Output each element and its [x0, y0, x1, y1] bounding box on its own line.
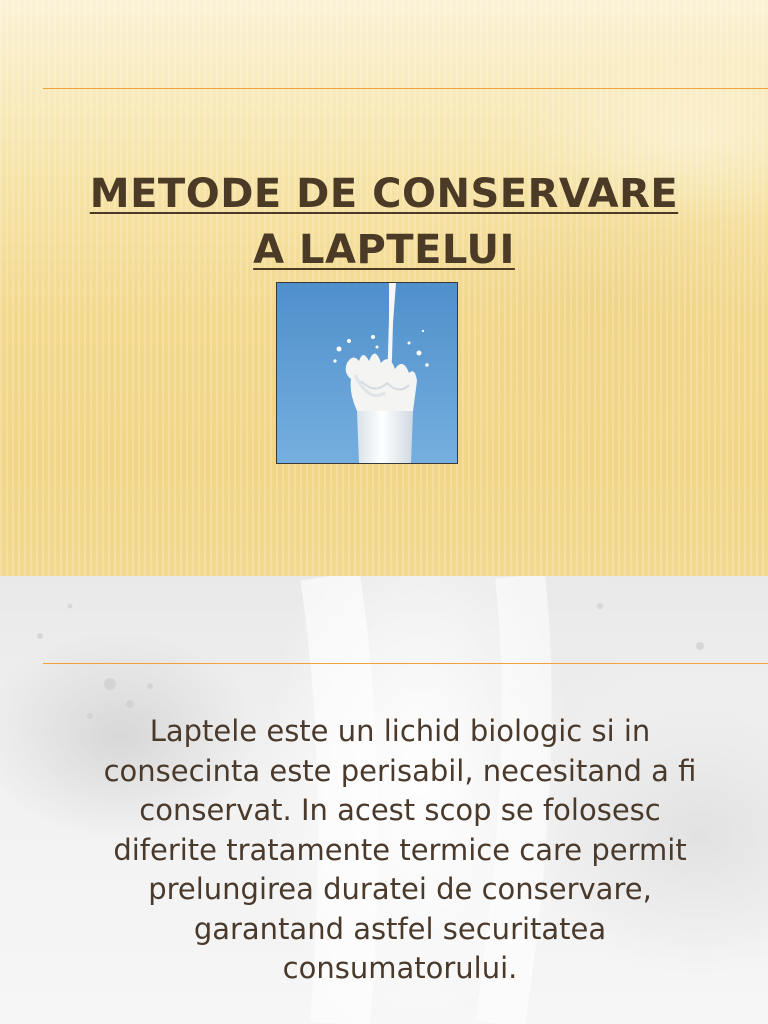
milk-splash-icon [277, 283, 457, 463]
paragraph-line: prelungirea duratei de conservare, [148, 872, 652, 906]
title-line-2: A LAPTELUI [253, 227, 515, 273]
slide-content [0, 576, 768, 1024]
paragraph-line: consumatorului. [282, 951, 518, 985]
paragraph-line: conservat. In acest scop se folosesc [139, 793, 661, 827]
paragraph-line: Laptele este un lichid biologic si in [149, 714, 651, 748]
accent-rule [43, 663, 768, 664]
title-line-1: METODE DE CONSERVARE [89, 171, 679, 217]
paragraph-line: consecinta este perisabil, necesitand a fi [103, 753, 697, 788]
milk-glass-photo [276, 282, 458, 464]
accent-rule [43, 88, 768, 89]
slide-title-heading [40, 166, 728, 278]
body-paragraph [50, 712, 750, 989]
paragraph-line: garantand astfel securitatea [193, 911, 607, 946]
paragraph-line: diferite tratamente termice care permit [113, 832, 687, 867]
